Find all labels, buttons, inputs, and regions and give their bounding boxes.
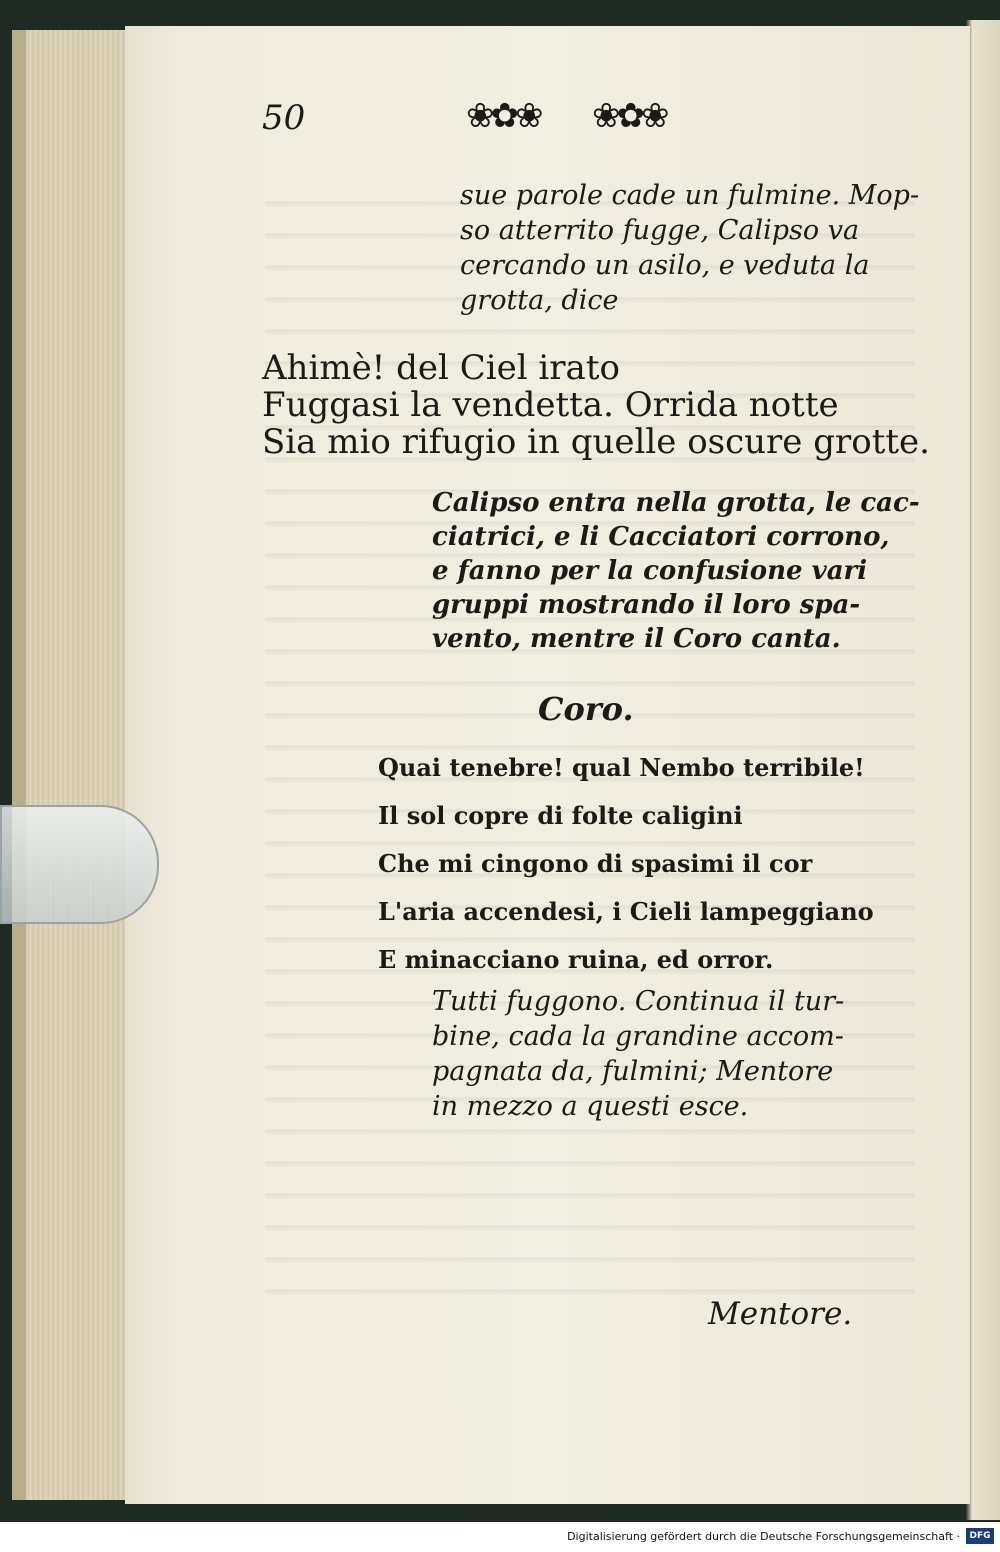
stage-direction-3 — [432, 984, 902, 1124]
text-line: bine, cada la grandine accom- — [432, 1021, 844, 1052]
chorus-heading: Coro. — [538, 690, 634, 728]
text-line: e fanno per la confusione vari — [432, 556, 868, 586]
verse-line: Sia mio rifugio in quelle oscure grotte. — [262, 422, 930, 462]
text-line: cercando un asilo, e veduta la — [460, 250, 870, 281]
dfg-logo: DFG — [966, 1528, 994, 1544]
stage-direction-2 — [432, 486, 920, 656]
stage-direction-1 — [460, 178, 920, 318]
show-through-text — [265, 175, 920, 1305]
chorus-block — [378, 744, 874, 984]
text-line: sue parole cade un fulmine. Mop- — [460, 180, 920, 211]
text-line: Tutti fuggono. Continua il tur- — [432, 986, 845, 1017]
text-line: grotta, dice — [460, 285, 619, 316]
verse-block — [262, 350, 930, 461]
funding-credit: Digitalisierung gefördert durch die Deutsche Forschungsgemeinschaft · — [567, 1530, 960, 1543]
text-line: pagnata da, fulmini; Mentore — [432, 1056, 834, 1087]
verse-line: Ahimè! del Ciel irato — [262, 348, 620, 388]
text-line: in mezzo a questi esce. — [432, 1091, 749, 1122]
chorus-line: L'aria accendesi, i Cieli lampeggiano — [378, 897, 874, 926]
chorus-line: Quai tenebre! qual Nembo terribile! — [378, 753, 865, 782]
text-line: Calipso entra nella grotta, le cac- — [432, 488, 920, 518]
ornament-icon: ❀✿❀ — [466, 96, 540, 136]
text-line: so atterrito fugge, Calipso va — [460, 215, 860, 246]
text-line: gruppi mostrando il loro spa- — [432, 590, 861, 620]
verse-line: Fuggasi la vendetta. Orrida notte — [262, 385, 839, 425]
text-line: ciatrici, e li Cacciatori corrono, — [432, 522, 890, 552]
next-page-edge — [966, 20, 1000, 1520]
ornament-icon: ❀✿❀ — [592, 96, 666, 136]
chorus-line: E minacciano ruina, ed orror. — [378, 945, 774, 974]
text-line: vento, mentre il Coro canta. — [432, 624, 841, 654]
page-number: 50 — [262, 98, 306, 138]
page-clip — [0, 805, 159, 924]
chorus-line: Il sol copre di folte caligini — [378, 801, 743, 830]
digitization-footer — [0, 1522, 1000, 1552]
chorus-line: Che mi cingono di spasimi il cor — [378, 849, 813, 878]
catchword: Mentore. — [708, 1296, 853, 1332]
